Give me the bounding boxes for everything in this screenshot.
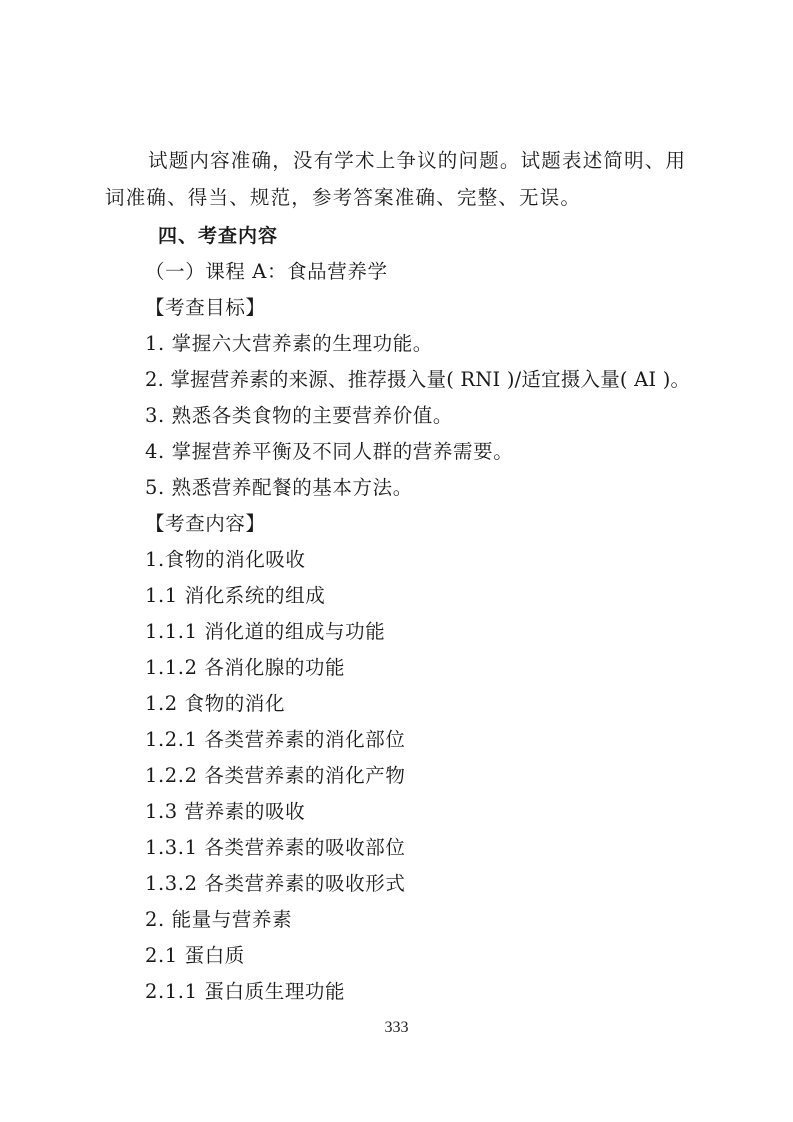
course-heading: （一）课程 A：食品营养学 (145, 260, 388, 283)
paragraph-line-1: 试题内容准确，没有学术上争议的问题。试题表述简明、用 (148, 149, 687, 172)
content-title: 【考查内容】 (145, 512, 266, 535)
content-item: 1.1.2 各消化腺的功能 (145, 656, 346, 679)
content-item: 1.3.1 各类营养素的吸收部位 (145, 836, 406, 859)
content-item: 2.1.1 蛋白质生理功能 (145, 980, 346, 1003)
content-item: 2. 能量与营养素 (145, 908, 293, 931)
objectives-title: 【考查目标】 (145, 296, 266, 319)
objective-item: 2. 掌握营养素的来源、推荐摄入量( RNI )/适宜摄入量( AI )。 (145, 368, 691, 391)
content-item: 2.1 蛋白质 (145, 944, 245, 967)
objective-item: 5. 熟悉营养配餐的基本方法。 (145, 476, 413, 499)
objective-item: 3. 熟悉各类食物的主要营养价值。 (145, 404, 454, 427)
objective-item: 4. 掌握营养平衡及不同人群的营养需要。 (145, 440, 514, 463)
page-number: 333 (384, 1019, 409, 1036)
content-item: 1.3 营养素的吸收 (145, 800, 306, 823)
content-item: 1.2 食物的消化 (145, 692, 286, 715)
content-item: 1.2.2 各类营养素的消化产物 (145, 764, 406, 787)
objective-item: 1. 掌握六大营养素的生理功能。 (145, 332, 433, 355)
content-item: 1.食物的消化吸收 (145, 548, 306, 571)
section-heading: 四、考查内容 (158, 225, 279, 247)
content-item: 1.1.1 消化道的组成与功能 (145, 620, 386, 643)
content-item: 1.3.2 各类营养素的吸收形式 (145, 872, 406, 895)
content-item: 1.1 消化系统的组成 (145, 584, 326, 607)
content-item: 1.2.1 各类营养素的消化部位 (145, 728, 406, 751)
paragraph-line-2: 词准确、得当、规范，参考答案准确、完整、无误。 (105, 186, 582, 209)
